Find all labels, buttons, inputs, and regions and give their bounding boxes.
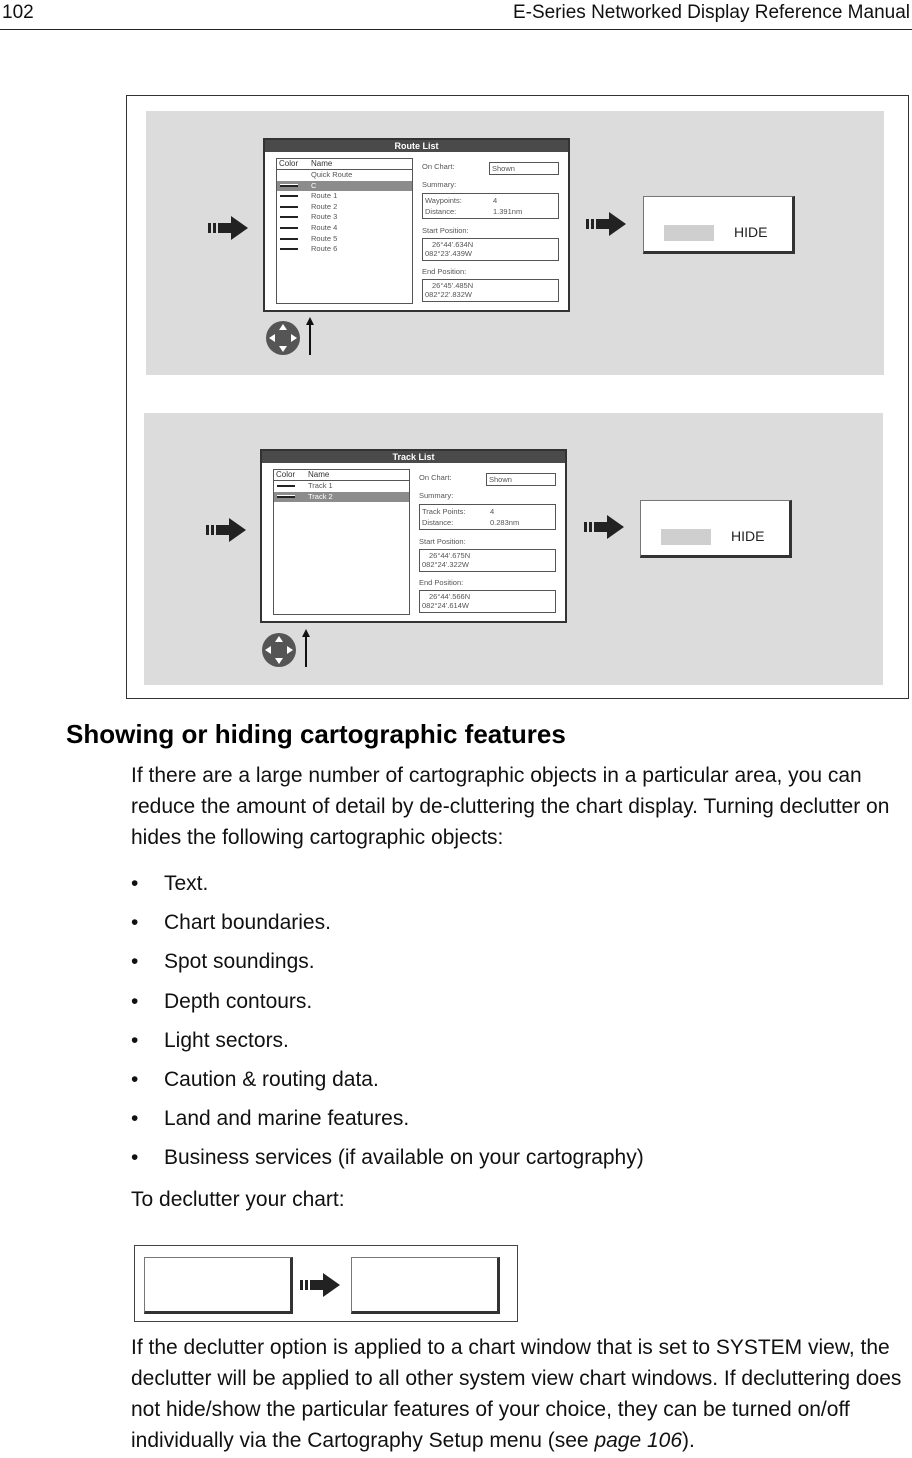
softkey-option-bar [664,225,714,241]
trackpad-up-icon [266,318,302,358]
track-row-1[interactable]: Track 1 [274,481,409,492]
start-position-box: 26°44'.634N 082°23'.439W [422,238,559,261]
hide-softkey[interactable] [640,500,792,558]
track-color-swatch [277,495,295,498]
first-softkey[interactable] [144,1257,293,1314]
waypoints-label: Waypoints: [425,196,462,205]
declutter-object-list [131,868,644,1182]
track-panel [144,413,883,685]
list-item: • Land and marine features. [131,1103,644,1142]
forward-arrow-icon [584,515,630,539]
list-item: • Chart boundaries. [131,907,644,946]
start-position-label: Start Position: [419,537,466,546]
color-column-header: Color [279,159,299,168]
route-row-3[interactable]: Route 3 [277,212,412,223]
intro-paragraph: If there are a large number of cartographic objects in a particular area, you can reduce the amount of detail by de-cluttering the chart display. Turning declutter on hides the following cartographic objects: [131,764,890,849]
end-position-box: 26°44'.566N 082°24'.614W [419,590,556,613]
route-row-6[interactable]: Route 6 [277,244,412,255]
list-item: • Caution & routing data. [131,1064,644,1103]
page-header [0,0,912,30]
track-list-header [274,470,409,481]
track-list-box [273,469,410,615]
closing-paragraph: If the declutter option is applied to a chart window that is set to SYSTEM view, the declutter will be applied to all other system view chart windows. If decluttering does not hide/show the particular features of your choice, they can be turned on/off individually via the Cartography Setup menu (see page 106). [131,1336,902,1452]
declutter-key-sequence [134,1245,518,1322]
track-list-title: Track List [262,451,565,463]
route-list-box [276,158,413,304]
start-position-box: 26°44'.675N 082°24'.322W [419,549,556,572]
track-points-label: Track Points: [422,507,466,516]
hide-softkey[interactable] [643,196,795,254]
hide-softkey-label: HIDE [731,528,765,544]
end-position-label: End Position: [419,578,464,587]
section-heading: Showing or hiding cartographic features [66,719,566,749]
start-position-label: Start Position: [422,226,469,235]
route-list-title: Route List [265,140,568,152]
route-row-2[interactable]: Route 2 [277,202,412,213]
route-color-swatch [280,247,298,250]
route-color-swatch [280,215,298,218]
page-number: 102 [2,2,34,23]
end-position-label: End Position: [422,267,467,276]
track-points-value: 4 [490,507,495,516]
route-color-swatch [280,226,298,229]
name-column-header: Name [311,159,333,168]
route-panel [146,111,884,375]
route-row-quick[interactable]: Quick Route [311,170,353,179]
instruction-text: To declutter your chart: [131,1188,345,1211]
list-item: • Light sectors. [131,1025,644,1064]
track-row-2[interactable]: Track 2 [274,492,409,503]
forward-arrow-icon [300,1273,346,1297]
list-item: • Depth contours. [131,986,644,1025]
list-figure [126,95,909,699]
route-row-c[interactable]: C [277,181,412,192]
route-color-swatch [280,237,298,240]
distance-value: 0.283nm [490,518,520,527]
hide-softkey-label: HIDE [734,224,768,240]
track-color-swatch [277,484,295,487]
summary-label: Summary: [419,491,454,500]
page-reference-link[interactable]: page 106 [594,1429,683,1452]
waypoints-value: 4 [493,196,498,205]
route-row-4[interactable]: Route 4 [277,223,412,234]
route-row-5[interactable]: Route 5 [277,234,412,245]
track-list-screen [260,449,567,623]
color-column-header: Color [276,470,296,479]
forward-arrow-icon [586,212,632,236]
summary-label: Summary: [422,180,457,189]
up-arrow-icon [304,317,316,357]
route-color-swatch [280,205,298,208]
name-column-header: Name [308,470,330,479]
route-list-header [277,159,412,170]
distance-value: 1.391nm [493,207,523,216]
on-chart-label: On Chart: [422,162,455,171]
softkey-option-bar [661,529,711,545]
route-row-1[interactable]: Route 1 [277,191,412,202]
list-item: • Spot soundings. [131,946,644,985]
list-item: • Text. [131,868,644,907]
end-position-box: 26°45'.485N 082°22'.832W [422,279,559,302]
on-chart-value: Shown [486,473,556,486]
route-color-swatch [280,184,298,187]
summary-box [422,193,559,219]
list-item: • Business services (if available on your cartography) [131,1142,644,1181]
on-chart-value: Shown [489,162,559,175]
summary-box [419,504,556,530]
forward-arrow-icon [208,216,254,240]
on-chart-label: On Chart: [419,473,452,482]
forward-arrow-icon [206,518,252,542]
up-arrow-icon [300,629,312,669]
trackpad-up-icon [262,630,298,670]
manual-title: E-Series Networked Display Reference Manual [512,2,910,23]
second-softkey[interactable] [351,1257,500,1314]
distance-label: Distance: [425,207,457,216]
distance-label: Distance: [422,518,454,527]
route-color-swatch [280,194,298,197]
route-list-screen [263,138,570,312]
